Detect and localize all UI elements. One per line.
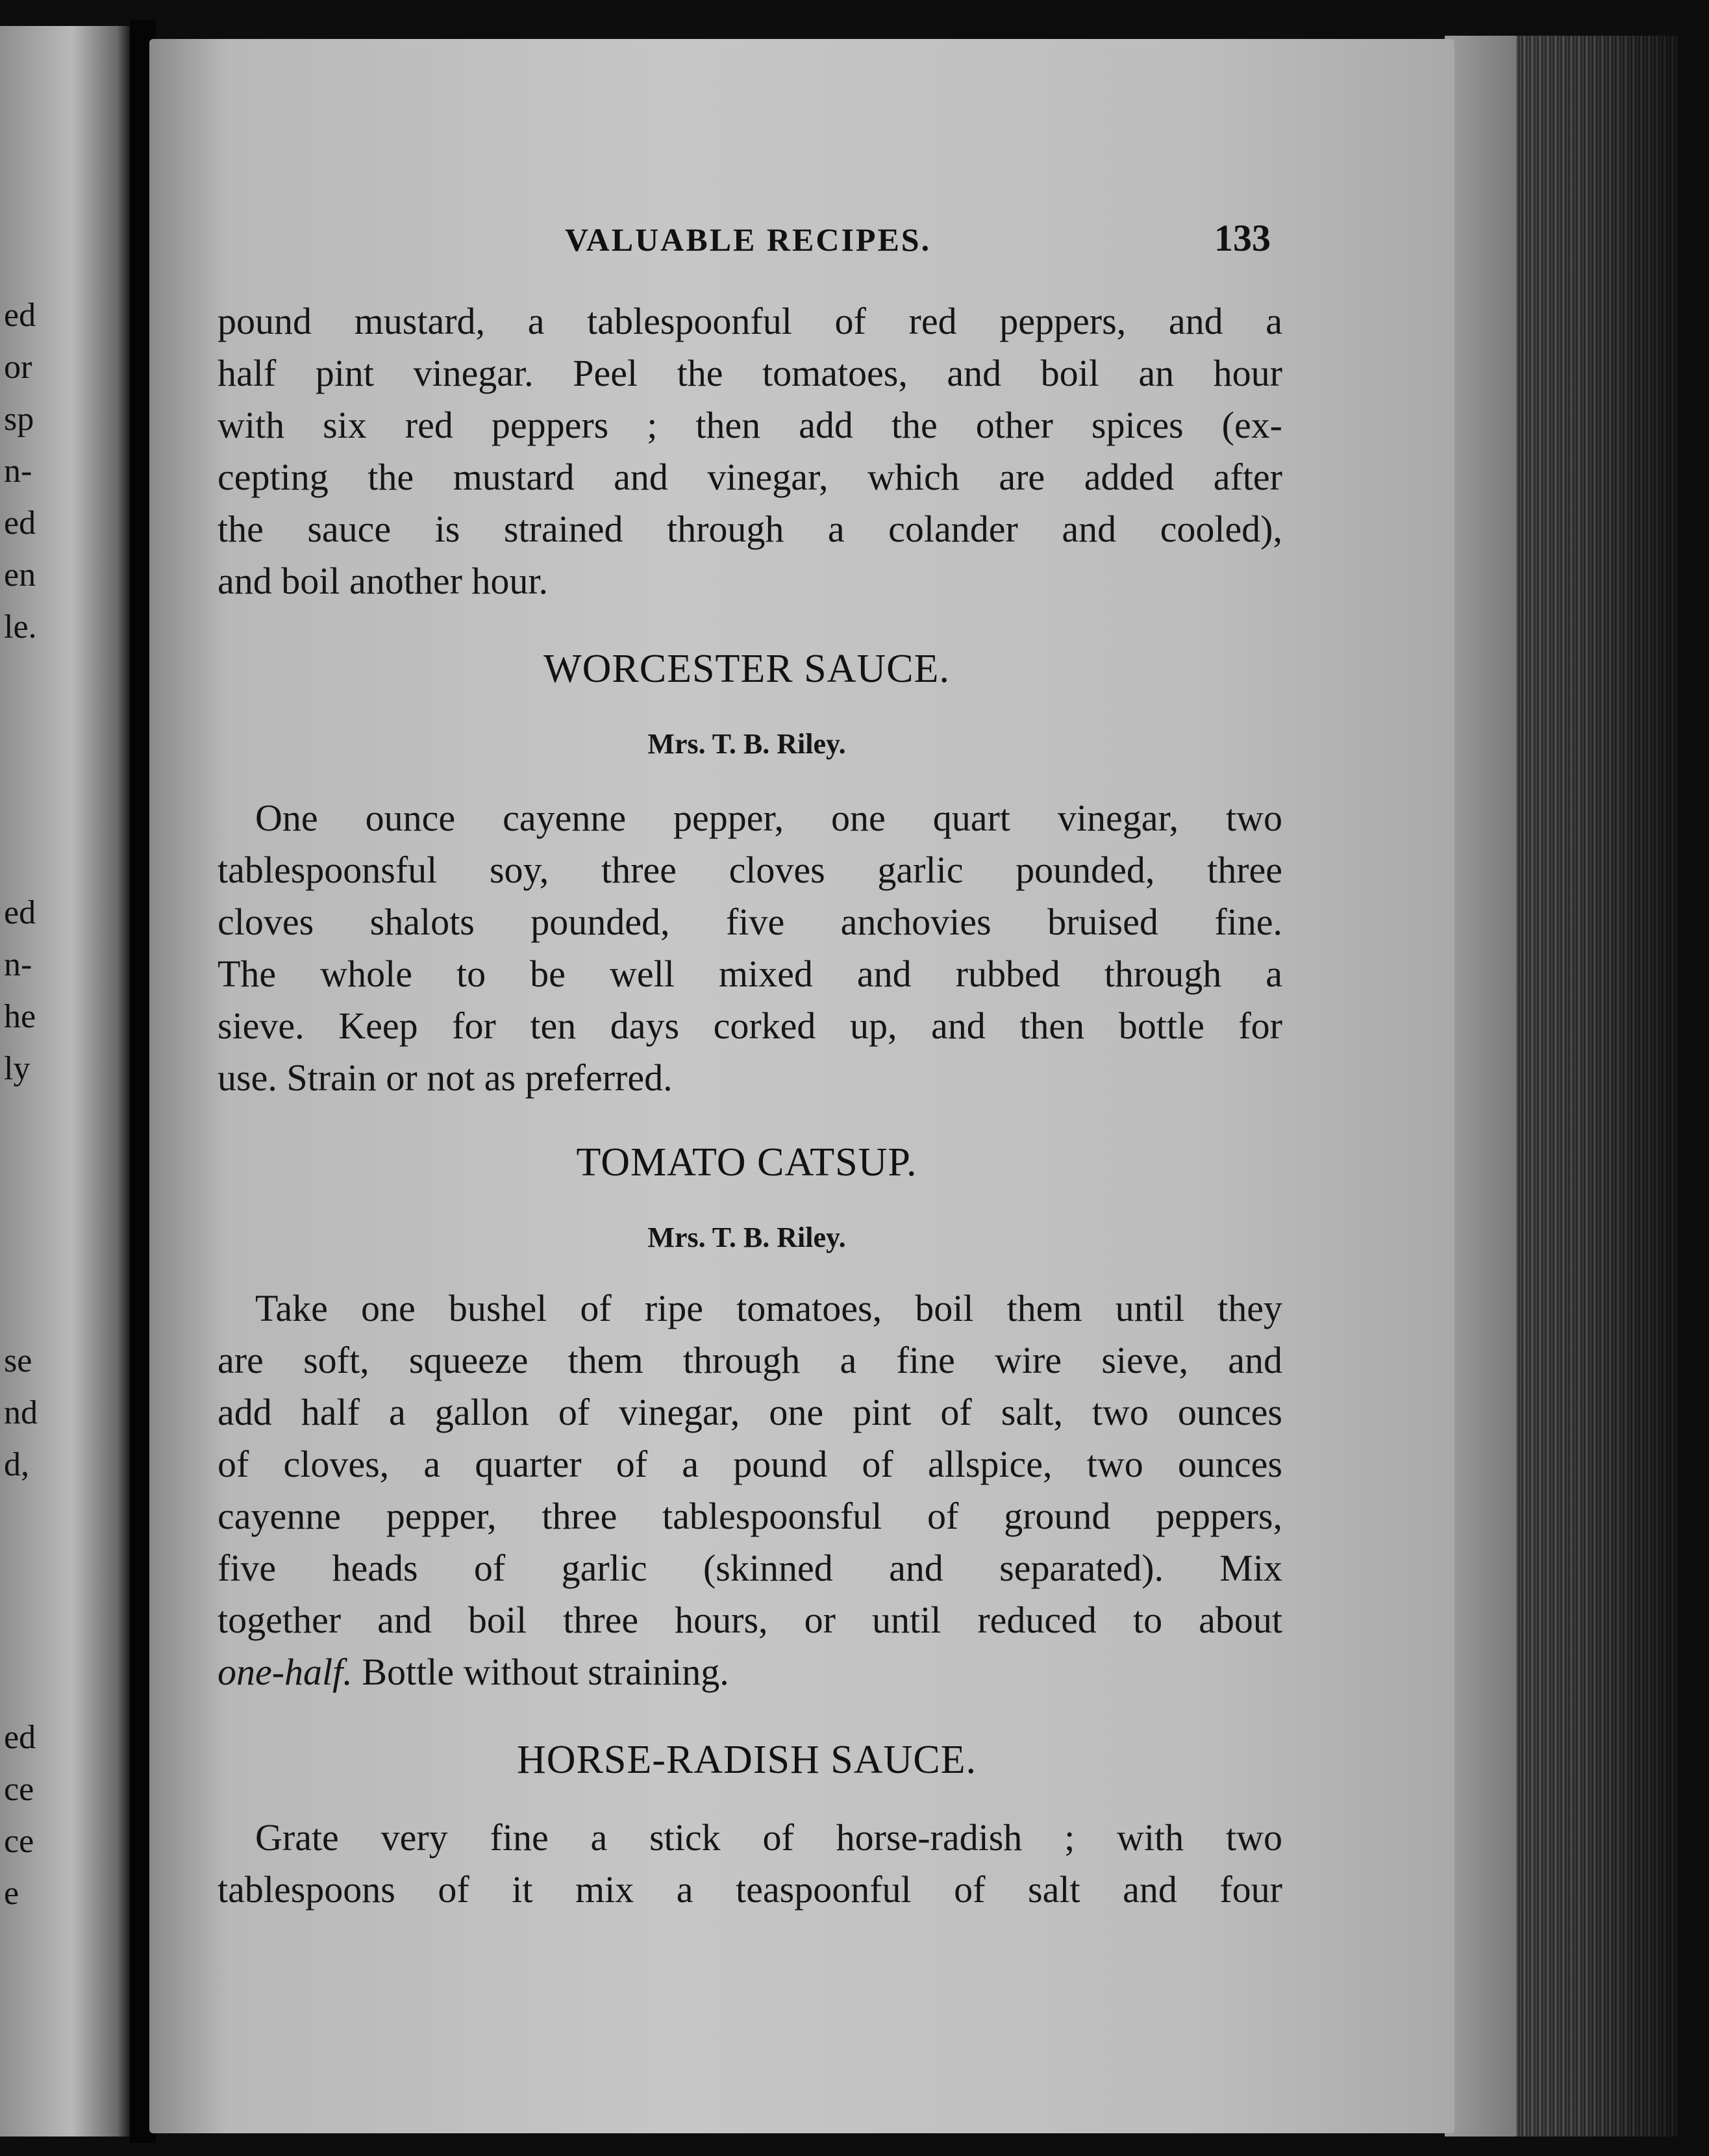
fragment: d, bbox=[4, 1446, 29, 1483]
fragment: nd bbox=[4, 1394, 38, 1431]
text-line bbox=[218, 1646, 1282, 1698]
text-line: The whole to be well mixed and rubbed through a bbox=[218, 953, 1282, 995]
text-line: Grate very fine a stick of horse-radish ; with two bbox=[255, 1816, 1282, 1859]
text-line: pound mustard, a tablespoonful of red peppers, and a bbox=[218, 300, 1282, 342]
fragment: ed bbox=[4, 1719, 36, 1756]
text-line: are soft, squeeze them through a fine wire sieve, and bbox=[218, 1339, 1282, 1381]
recipe-body-catsup bbox=[218, 1283, 1282, 1698]
recipe-title-horseradish: HORSE-RADISH SAUCE. bbox=[517, 1738, 977, 1782]
text-line: and boil another hour. bbox=[218, 560, 549, 602]
text-line: One ounce cayenne pepper, one quart vinegar, two bbox=[255, 797, 1282, 839]
text-line: tablespoonsful soy, three cloves garlic pounded, three bbox=[218, 849, 1282, 891]
text-line: sieve. Keep for ten days corked up, and then bottle for bbox=[218, 1005, 1282, 1047]
text-line: cepting the mustard and vinegar, which are added after bbox=[218, 456, 1282, 498]
fragment: se bbox=[4, 1342, 32, 1379]
recipe-author-worcester: Mrs. T. B. Riley. bbox=[647, 728, 846, 760]
text-line: use. Strain or not as preferred. bbox=[218, 1057, 673, 1099]
fragment: n- bbox=[4, 453, 32, 490]
fragment: ed bbox=[4, 297, 36, 334]
fragment: e bbox=[4, 1875, 19, 1912]
fragment: ce bbox=[4, 1823, 34, 1860]
text-line: of cloves, a quarter of a pound of allspice, two ounces bbox=[218, 1443, 1282, 1485]
page-edge-highlight bbox=[1445, 36, 1516, 2137]
text-line: cayenne pepper, three tablespoonsful of ground peppers, bbox=[218, 1495, 1282, 1537]
text-line: the sauce is strained through a colander and cooled), bbox=[218, 508, 1282, 550]
fragment: he bbox=[4, 998, 36, 1035]
fragment: ly bbox=[4, 1050, 31, 1087]
recipe-body-horseradish bbox=[218, 1812, 1282, 1916]
fragment: en bbox=[4, 557, 36, 594]
text-line: add half a gallon of vinegar, one pint of salt, two ounces bbox=[218, 1391, 1282, 1433]
text-line: five heads of garlic (skinned and separated). Mix bbox=[218, 1547, 1282, 1589]
page-number: 133 bbox=[1214, 217, 1271, 259]
running-head: VALUABLE RECIPES. bbox=[565, 221, 932, 258]
fragment: ed bbox=[4, 894, 36, 931]
fragment: ed bbox=[4, 505, 36, 542]
fragment: ce bbox=[4, 1771, 34, 1808]
recipe-title-catsup: TOMATO CATSUP. bbox=[576, 1140, 917, 1185]
text-line: cloves shalots pounded, five anchovies bruised fine. bbox=[218, 901, 1282, 943]
text-line: together and boil three hours, or until reduced to about bbox=[218, 1599, 1282, 1641]
text-line: half pint vinegar. Peel the tomatoes, and boil an hour bbox=[218, 352, 1282, 394]
italic-text: one-half. bbox=[218, 1651, 353, 1693]
fragment: le. bbox=[4, 608, 37, 646]
text-line: tablespoons of it mix a teaspoonful of salt and four bbox=[218, 1868, 1282, 1911]
text-fragment: Bottle without straining. bbox=[352, 1651, 729, 1693]
fragment: or bbox=[4, 349, 32, 386]
text-line: Take one bushel of ripe tomatoes, boil them until they bbox=[255, 1287, 1282, 1329]
intro-paragraph bbox=[218, 295, 1282, 607]
fragment: n- bbox=[4, 946, 32, 983]
fragment: sp bbox=[4, 401, 34, 438]
text-line: with six red peppers ; then add the other spices (ex- bbox=[218, 404, 1282, 446]
recipe-body-worcester bbox=[218, 792, 1282, 1104]
facing-page bbox=[0, 26, 130, 2137]
recipe-title-worcester: WORCESTER SAUCE. bbox=[543, 647, 950, 691]
recipe-author-catsup: Mrs. T. B. Riley. bbox=[647, 1222, 846, 1253]
